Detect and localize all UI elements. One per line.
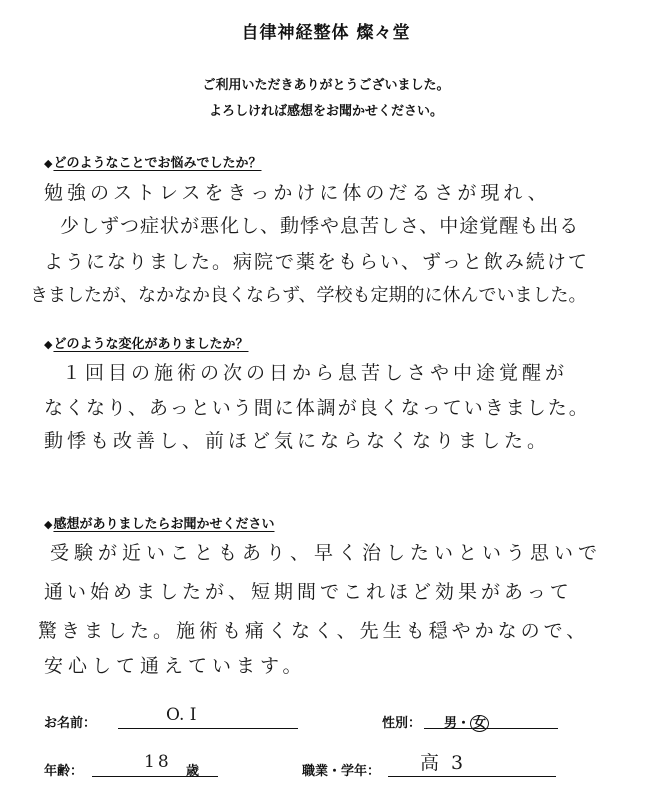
age-value: 18: [144, 752, 172, 772]
question-text: どのような変化がありましたか？: [53, 337, 249, 352]
answer-line: 勉強のストレスをきっかけに体のだるさが現れ、: [44, 182, 551, 204]
age-label: 年齢：: [44, 764, 84, 779]
question-heading-changes: [44, 333, 248, 352]
question-heading-feedback: [44, 513, 274, 532]
question-text: 感想がありましたらお聞かせください: [53, 517, 275, 532]
job-value: 高 3: [420, 752, 467, 774]
name-label: お名前：: [44, 716, 97, 731]
age-underline: [92, 776, 218, 777]
answer-line: なくなり、あっという間に体調が良くなっていきました。: [44, 397, 590, 419]
gender-separator: ・: [457, 716, 471, 731]
gender-options: [444, 712, 489, 732]
answer-line: 受験が近いこともあり、早く治したいという思いで: [50, 542, 603, 564]
gender-underline: [424, 728, 558, 729]
answer-line: きましたが、なかなか良くならず、学校も定期的に休んでいました。: [30, 285, 587, 306]
thanks-line-1: ご利用いただきありがとうございました。: [202, 78, 450, 93]
answer-line: 少しずつ症状が悪化し、動悸や息苦しさ、中途覚醒も出る: [60, 215, 580, 237]
job-label: 職業・学年：: [302, 764, 381, 779]
answer-line: ようになりました。病院で薬をもらい、ずっと飲み続けて: [44, 251, 589, 273]
answer-line: １回目の施術の次の日から息苦しさや中途覚醒が: [62, 362, 569, 384]
answer-line: 安心して通えています。: [44, 655, 307, 677]
diamond-bullet-icon: ◆: [44, 157, 53, 170]
job-underline: [388, 776, 556, 777]
answer-line: 驚きました。施術も痛くなく、先生も穏やかなので、: [38, 620, 590, 642]
name-underline: [118, 728, 298, 729]
gender-female-circled: 女: [470, 715, 489, 732]
diamond-bullet-icon: ◆: [44, 518, 53, 531]
answer-line: 通い始めましたが、短期間でこれほど効果があって: [44, 581, 573, 603]
answer-line: 動悸も改善し、前ほど気にならなくなりました。: [44, 430, 551, 452]
clinic-title: 自律神経整体 燦々堂: [241, 23, 411, 43]
thanks-line-2: よろしければ感想をお聞かせください。: [208, 104, 443, 119]
diamond-bullet-icon: ◆: [44, 338, 53, 351]
gender-label: 性別：: [382, 716, 422, 731]
question-heading-worries: [44, 152, 261, 171]
question-text: どのようなことでお悩みでしたか？: [53, 156, 262, 171]
name-value: O. I: [166, 705, 197, 725]
gender-male: 男: [444, 716, 458, 731]
age-unit: 歳: [186, 764, 200, 779]
